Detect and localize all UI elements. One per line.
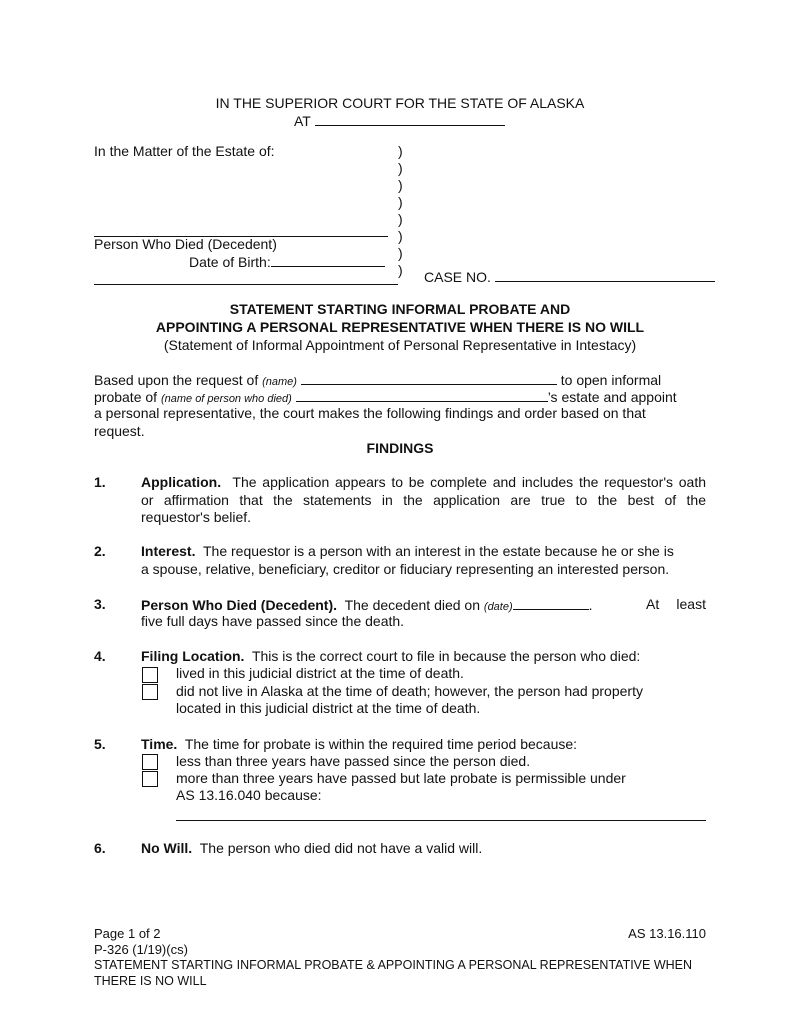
paren: ) — [398, 143, 403, 159]
option-text: more than three years have passed but late probate is permissible under — [176, 770, 626, 786]
footer-title-1: STATEMENT STARTING INFORMAL PROBATE & APPOINTING A PERSONAL REPRESENTATIVE WHEN — [94, 958, 693, 972]
paren: ) — [398, 228, 403, 244]
text: The application appears to be complete and includes the requestor's oath — [232, 474, 706, 490]
option-text: did not live in Alaska at the time of death; however, the person had property — [176, 683, 643, 699]
caption-bottom-line — [94, 284, 398, 285]
paren: ) — [398, 160, 403, 176]
text: This is the correct court to file in because the person who died: — [251, 648, 641, 664]
item-title: Time. — [141, 736, 178, 752]
item-number: 5. — [94, 736, 106, 752]
item-title: Interest. — [141, 543, 196, 559]
name-hint: (name) — [262, 376, 297, 388]
matter-label: In the Matter of the Estate of: — [94, 143, 275, 159]
court-location — [294, 112, 505, 130]
option-text: less than three years have passed since the person died. — [176, 753, 531, 769]
page-number: Page 1 of 2 — [94, 926, 161, 941]
option-text: AS 13.16.040 because: — [176, 787, 322, 803]
date-hint: (date) — [483, 601, 513, 613]
text: The decedent died on — [344, 597, 481, 613]
document-title-2: APPOINTING A PERSONAL REPRESENTATIVE WHEN THERE IS NO WILL — [155, 319, 645, 335]
item-title: Filing Location. — [141, 648, 245, 664]
intro-line-4: request. — [94, 423, 145, 439]
item-1-line-1 — [141, 474, 706, 491]
paren: ) — [398, 211, 403, 227]
text: The time for probate is within the required time period because: — [184, 736, 578, 752]
document-subtitle: (Statement of Informal Appointment of Personal Representative in Intestacy) — [163, 337, 637, 353]
text: ’s estate and appoint — [547, 389, 677, 405]
text: Based upon the request of — [94, 372, 259, 388]
findings-heading: FINDINGS — [366, 440, 434, 456]
item-number: 4. — [94, 648, 106, 664]
dob-label: Date of Birth: — [189, 254, 271, 270]
statute: AS 13.16.110 — [628, 926, 706, 941]
footer-title-2: THERE IS NO WILL — [94, 974, 207, 988]
paren: ) — [398, 177, 403, 193]
dob-row — [189, 253, 385, 271]
paren: ) — [398, 262, 403, 278]
text: The person who died did not have a valid will. — [199, 840, 483, 856]
option-text: lived in this judicial district at the time of death. — [176, 665, 464, 681]
item-2-line-2: a spouse, relative, beneficiary, creditor or fiduciary representing an interested person. — [141, 561, 670, 577]
under-three-years-checkbox[interactable] — [142, 754, 158, 770]
item-1-line-3: requestor's belief. — [141, 509, 252, 525]
item-3-line-2: five full days have passed since the death. — [141, 613, 405, 629]
item-number: 2. — [94, 543, 106, 559]
text: probate of — [94, 389, 158, 405]
case-no-field[interactable] — [495, 268, 715, 282]
item-5-line-1 — [141, 736, 577, 753]
decedent-hint: (name of person who died) — [160, 393, 292, 405]
item-1-line-2: or affirmation that the statements in the application are true to the best of the — [141, 492, 706, 508]
late-probate-checkbox[interactable] — [142, 771, 158, 787]
text: . — [588, 597, 593, 613]
document-title-1: STATEMENT STARTING INFORMAL PROBATE AND — [229, 301, 571, 317]
option-text: located in this judicial district at the time of death. — [176, 700, 481, 716]
death-date-field[interactable] — [513, 596, 589, 610]
item-number: 6. — [94, 840, 106, 856]
court-title: IN THE SUPERIOR COURT FOR THE STATE OF ALASKA — [215, 95, 585, 111]
item-title: Person Who Died (Decedent). — [141, 597, 338, 613]
at-label: AT — [294, 113, 311, 129]
decedent-label: Person Who Died (Decedent) — [94, 236, 277, 252]
item-number: 1. — [94, 474, 106, 490]
paren: ) — [398, 245, 403, 261]
item-4-line-1 — [141, 648, 640, 665]
item-title: Application. — [141, 474, 222, 490]
lived-in-district-checkbox[interactable] — [142, 667, 158, 683]
item-number: 3. — [94, 596, 106, 612]
text: to open informal — [560, 372, 662, 388]
item-title: No Will. — [141, 840, 193, 856]
requestor-name-field[interactable] — [301, 371, 557, 385]
case-no-label: CASE NO. — [424, 269, 491, 285]
intro-line-3: a personal representative, the court makes the following findings and order based on that — [94, 405, 646, 421]
item-2-line-1 — [141, 543, 674, 560]
location-field[interactable] — [315, 112, 505, 126]
property-in-district-checkbox[interactable] — [142, 684, 158, 700]
case-no-row — [424, 268, 715, 286]
item-6-line-1 — [141, 840, 482, 857]
form-number: P-326 (1/19)(cs) — [94, 942, 188, 957]
paren: ) — [398, 194, 403, 210]
late-probate-reason-field[interactable] — [176, 820, 706, 821]
decedent-name-field-2[interactable] — [296, 388, 548, 402]
dob-field[interactable] — [271, 253, 385, 267]
text: The requestor is a person with an interest in the estate because he or she is — [203, 543, 674, 559]
item-3-at-least: At least — [646, 596, 706, 612]
